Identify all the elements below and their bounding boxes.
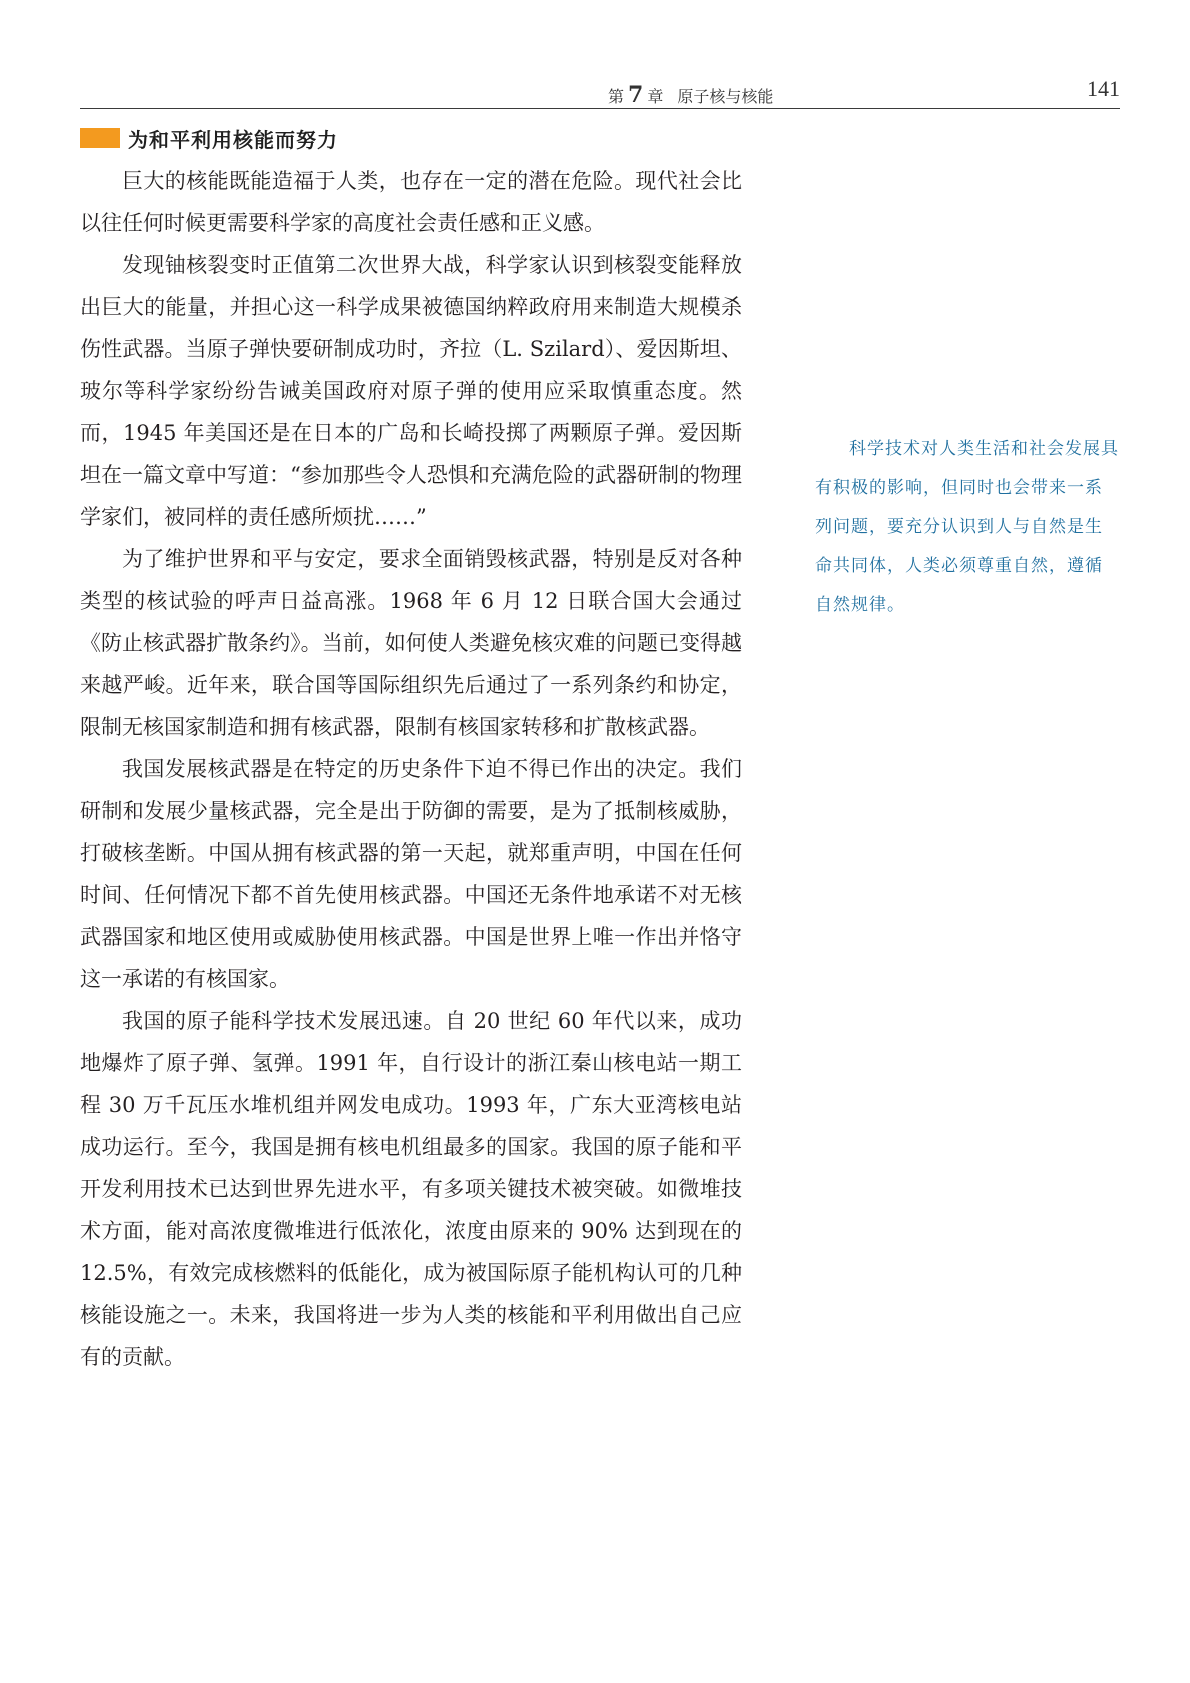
chapter-title: 原子核与核能 <box>677 87 774 106</box>
main-body-text <box>80 160 742 1378</box>
paragraph: 我国的原子能科学技术发展迅速。自 20 世纪 60 年代以来，成功地爆炸了原子弹、氢弹。1991 年，自行设计的浙江秦山核电站一期工程 30 万千瓦压水堆机组并网发电成功。1993 年，广东大亚湾核电站成功运行。至今，我国是拥有核电机组最多的国家。我国的原子能和平开发利用技术已达到世界先进水平，有多项关键技术被突破。如微堆技术方面，能对高浓度微堆进行低浓化，浓度由原来的 90% 达到现在的 12.5%，有效完成核燃料的低能化，成为被国际原子能机构认可的几种核能设施之一。未来，我国将进一步为人类的核能和平利用做出自己应有的贡献。 <box>80 1009 742 1369</box>
chapter-number: 7 <box>628 82 644 108</box>
chapter-label <box>608 82 773 108</box>
paragraph: 巨大的核能既能造福于人类，也存在一定的潜在危险。现代社会比以往任何时候更需要科学家的高度社会责任感和正义感。 <box>80 169 742 235</box>
margin-note <box>815 430 1120 625</box>
section-title: 为和平利用核能而努力 <box>128 127 338 152</box>
paragraph: 发现铀核裂变时正值第二次世界大战，科学家认识到核裂变能释放出巨大的能量，并担心这一科学成果被德国纳粹政府用来制造大规模杀伤性武器。当原子弹快要研制成功时，齐拉（L. Szilard）、爱因斯坦、玻尔等科学家纷纷告诫美国政府对原子弹的使用应采取慎重态度。然而，1945 年美国还是在日本的广岛和长崎投掷了两颗原子弹。爱因斯坦在一篇文章中写道：“参加那些令人恐惧和充满危险的武器研制的物理学家们，被同样的责任感所烦扰……” <box>80 253 742 529</box>
chapter-suffix: 章 <box>647 87 664 106</box>
page-number: 141 <box>1087 76 1120 101</box>
chapter-prefix: 第 <box>608 87 625 106</box>
section-heading <box>80 124 338 152</box>
heading-marker-bar <box>80 128 120 148</box>
margin-note-text: 科学技术对人类生活和社会发展具有积极的影响，但同时也会带来一系列问题，要充分认识到人与自然是生命共同体，人类必须尊重自然，遵循自然规律。 <box>815 439 1119 615</box>
paragraph: 为了维护世界和平与安定，要求全面销毁核武器，特别是反对各种类型的核试验的呼声日益高涨。1968 年 6 月 12 日联合国大会通过《防止核武器扩散条约》。当前，如何使人类避免核灾难的问题已变得越来越严峻。近年来，联合国等国际组织先后通过了一系列条约和协定，限制无核国家制造和拥有核武器，限制有核国家转移和扩散核武器。 <box>80 547 742 739</box>
page-header <box>80 70 1120 109</box>
paragraph: 我国发展核武器是在特定的历史条件下迫不得已作出的决定。我们研制和发展少量核武器，完全是出于防御的需要，是为了抵制核威胁，打破核垄断。中国从拥有核武器的第一天起，就郑重声明，中国在任何时间、任何情况下都不首先使用核武器。中国还无条件地承诺不对无核武器国家和地区使用或威胁使用核武器。中国是世界上唯一作出并恪守这一承诺的有核国家。 <box>80 757 742 991</box>
